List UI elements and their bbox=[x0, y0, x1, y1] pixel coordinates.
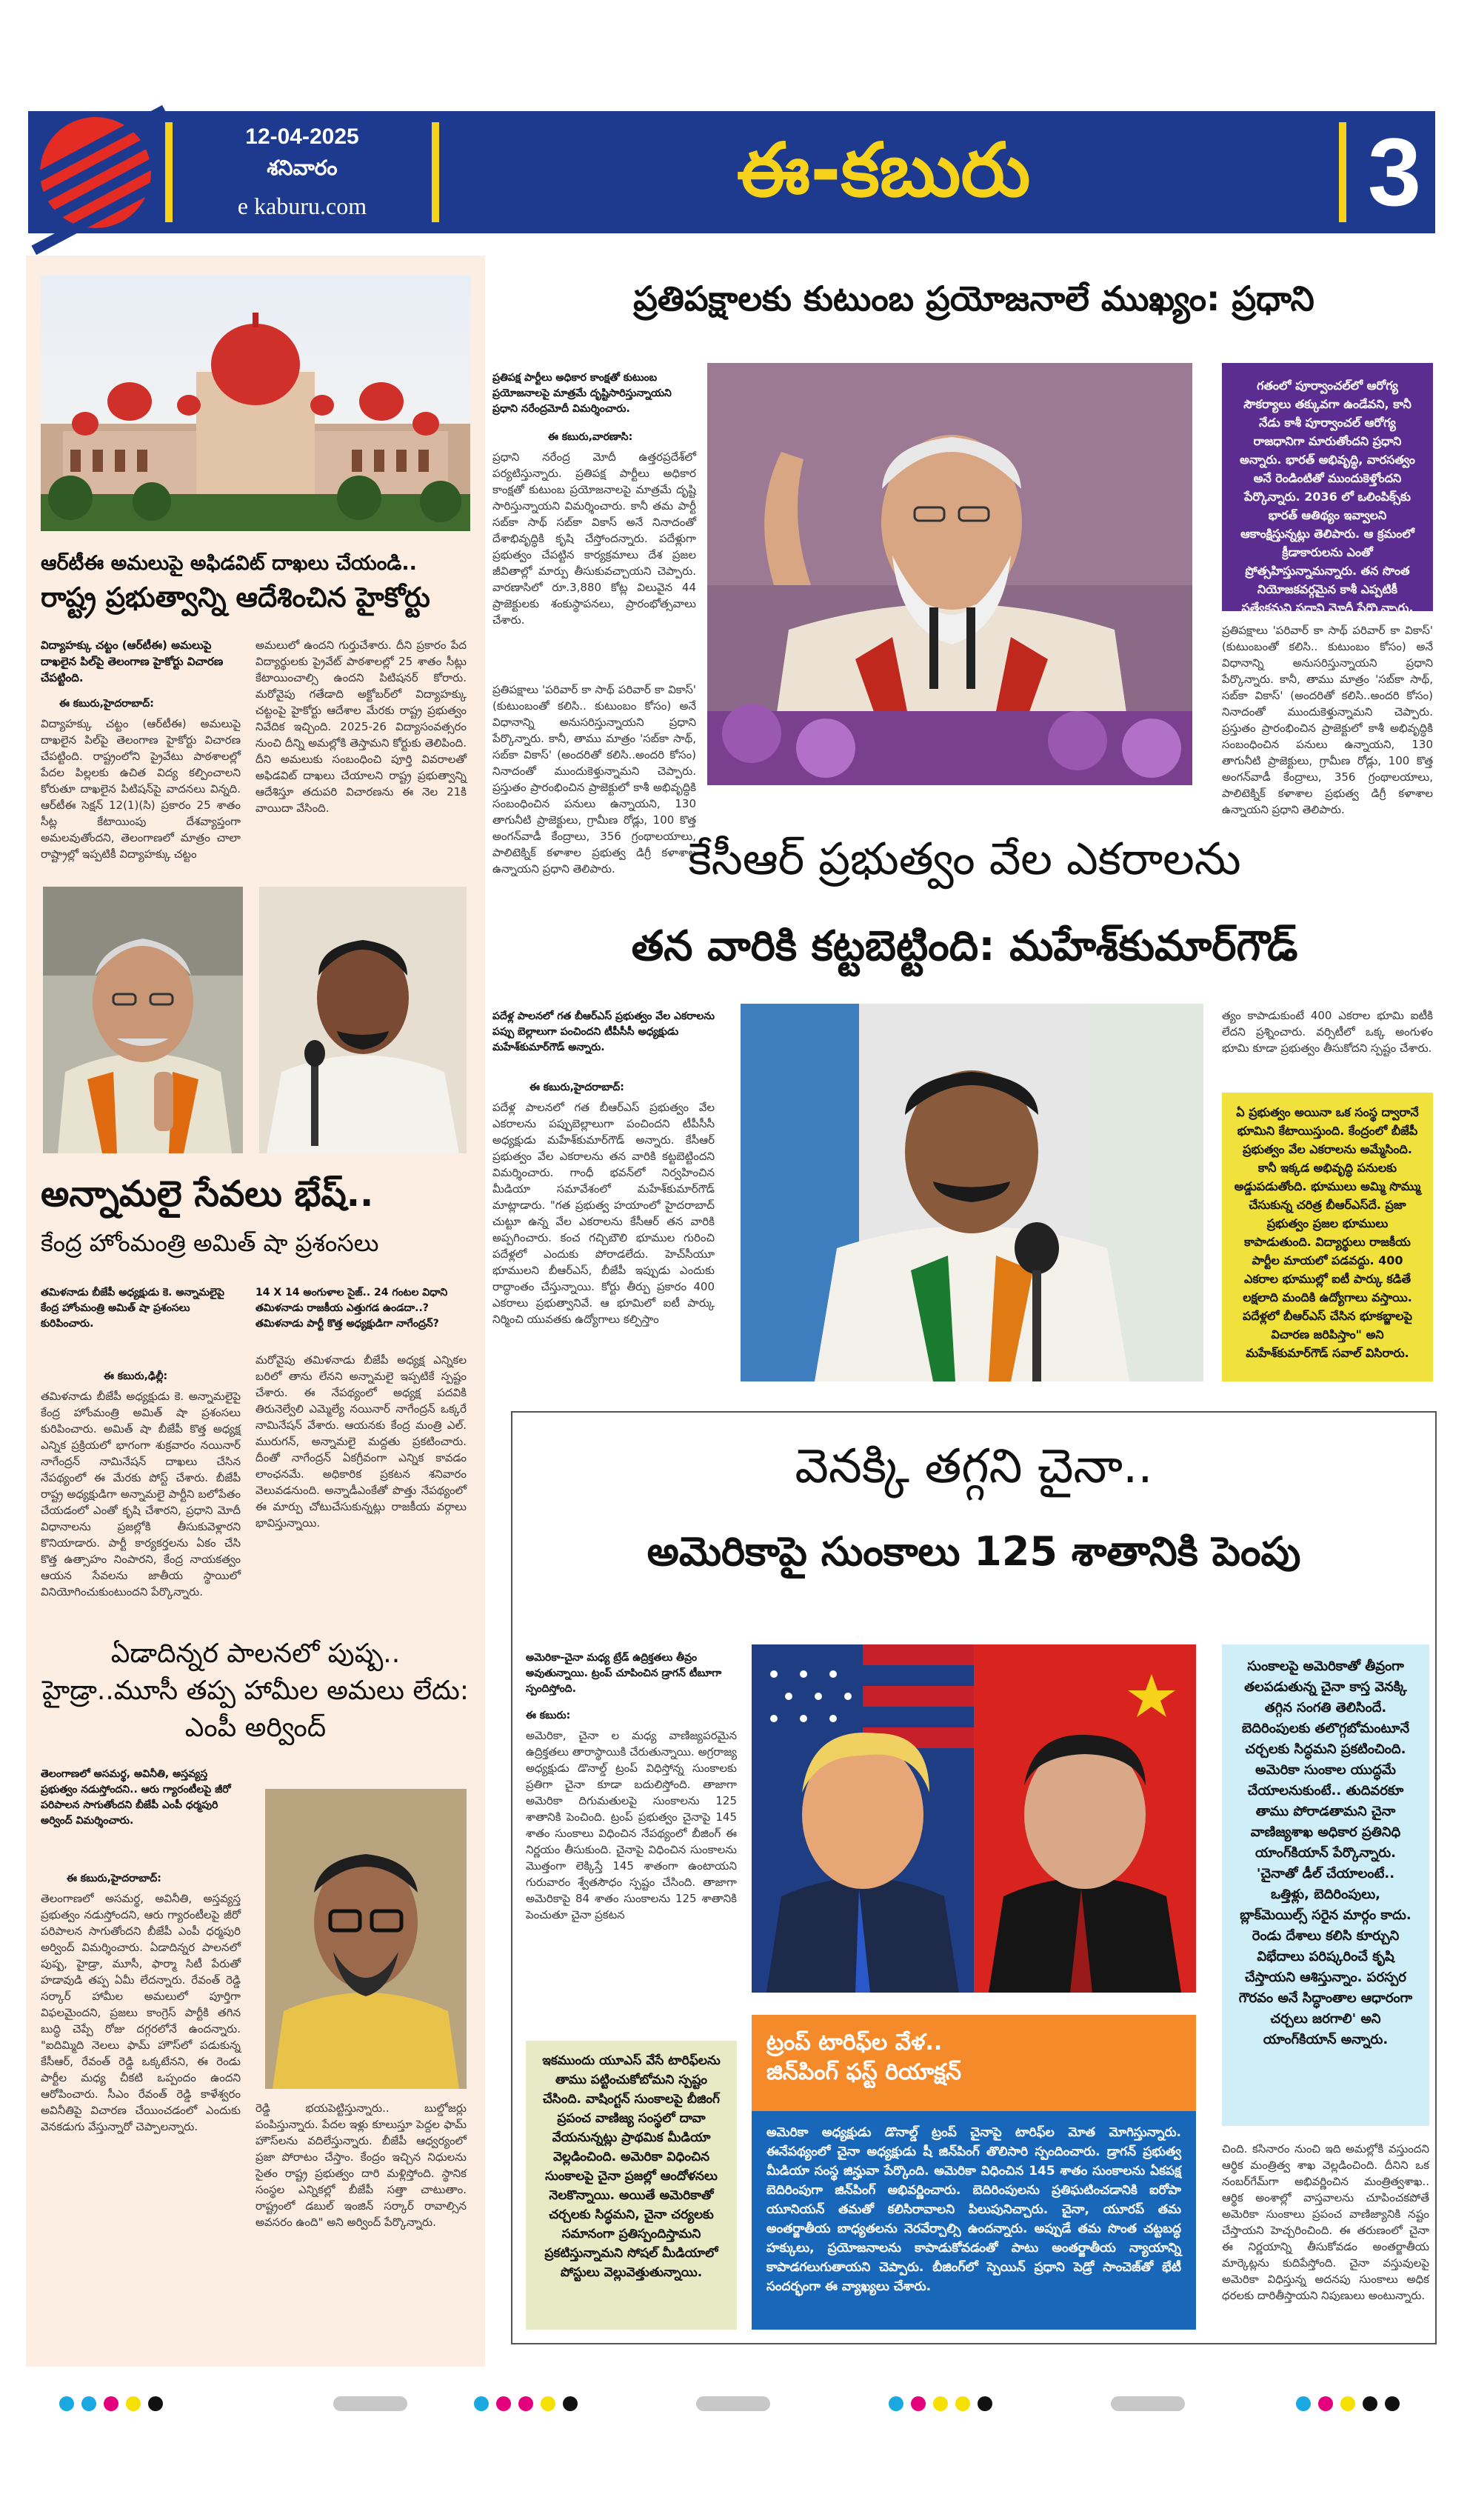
cyan-reg-icon bbox=[59, 2396, 74, 2411]
story-subhead: కేంద్ర హోంమంత్రి అమిత్ షా ప్రశంసలు bbox=[41, 1229, 379, 1257]
masthead-divider bbox=[165, 122, 173, 222]
story-dateline: ఈ కబురు,హైదరాబాద్: bbox=[59, 698, 154, 710]
story-deck: ప్రతిపక్ష పార్టీలు అధికార కాంక్షతో కుటుంబ ప్రయోజనాలపై మాత్రమే దృష్టిసారిస్తున్నాయని ప్రధాని నరేంద్రమోదీ విమర్శించారు. bbox=[492, 372, 672, 415]
trump-xi-photo bbox=[752, 1644, 1196, 1993]
story-headline[interactable]: అన్నామలై సేవలు భేష్.. bbox=[41, 1173, 374, 1215]
yellow-reg-icon bbox=[1340, 2396, 1355, 2411]
story-deck: విద్యాహక్కు చట్టం (ఆర్‌టీఈ) అమలుపై దాఖలైన పిల్‌పై తెలంగాణ హైకోర్టు విచారణ చేపట్టింది. bbox=[41, 639, 224, 684]
story-headline[interactable]: ఎంపీ అర్వింద్ bbox=[184, 1713, 327, 1743]
story-headline[interactable]: తన వారికి కట్టబెట్టింది: మహేశ్‌కుమార్‌గౌడ్ bbox=[631, 922, 1298, 970]
story-body: మరోవైపు తమిళనాడు బీజేపీ అధ్యక్ష ఎన్నికల బరిలో తాను లేనని అన్నామలై ఇప్పటికే స్పష్టం చేశారు. ఈ నేపథ్యంలో అధ్యక్ష పదవికి తిరునెల్వేలి ఎమ్మెల్యే నయినార్ నాగేంద్రన్ ఒక్కరే నామినేషన్ వేశారు. ఆయనకు కేంద్ర మంత్రి ఎల్. మురుగన్, అన్నామలై మద్దతు ప్రకటించారు. దీంతో నాగేంద్రన్ ఏకగ్రీవంగా ఎన్నిక కావడం లాంఛనమే. అధికారిక ప్రకటన శనివారం వెలువడనుంది. అన్నాడీఎంకేతో పొత్తు నేపథ్యంలో ఈ మార్పు చోటుచేసుకున్నట్లు రాజకీయ వర్గాలు భావిస్తున్నాయి. bbox=[255, 1353, 467, 1530]
cyan-reg-icon bbox=[889, 2396, 903, 2411]
site-url[interactable]: e kaburu.com bbox=[237, 193, 367, 219]
story-sidebar-box: గతంలో పూర్వాంచల్‌లో ఆరోగ్య సౌకర్యాలు తక్కువగా ఉండేవని, కానీ నేడు కాశీ పూర్వాంచల్ ఆరోగ్య రాజధానిగా మారుతోందని ప్రధాని అన్నారు. భారత్ అభివృద్ధి, వారసత్వం అనే రెండింటితో ముందుకెళ్తోందని పేర్కొన్నారు. 2036 లో ఒలింపిక్స్‌కు భారత్ ఆతిథ్యం ఇవ్వాలని ఆకాంక్షిస్తున్నట్లు తెలిపారు. ఆ క్రమంలో క్రీడాకారులను ఎంతో ప్రోత్సహిస్తున్నామన్నారు. తన సొంత నియోజకవర్గమైన కాశీ ఎప్పటికీ ప్రత్యేకమని ప్రధాని మోదీ పేర్కొన్నారు. bbox=[1222, 363, 1433, 611]
yellow-reg-icon bbox=[541, 2396, 555, 2411]
issue-day: శనివారం bbox=[267, 156, 338, 180]
story-dateline: ఈ కబురు: bbox=[526, 1710, 571, 1721]
masthead-divider bbox=[1339, 122, 1346, 222]
magenta-reg-icon bbox=[911, 2396, 926, 2411]
black-reg-icon bbox=[148, 2396, 163, 2411]
story-headline[interactable]: రాష్ట్ర ప్రభుత్వాన్ని ఆదేశించిన హైకోర్టు bbox=[41, 581, 430, 613]
black-reg-icon bbox=[1363, 2396, 1377, 2411]
xi-reaction-title-box bbox=[752, 2015, 1196, 2111]
box-title[interactable]: జిన్‌పింగ్ ఫస్ట్ రియాక్షన్ bbox=[766, 2059, 962, 2085]
newspaper-title: ఈ-కబురు bbox=[736, 127, 1031, 213]
black-reg-icon bbox=[978, 2396, 992, 2411]
story-body: తమిళనాడు బీజేపీ అధ్యక్షుడు కె. అన్నామలైపై కేంద్ర హోంమంత్రి అమిత్ షా ప్రశంసలు కురిపించారు. అమిత్ షా బీజేపీ కొత్త అధ్యక్ష ఎన్నిక ప్రక్రియలో భాగంగా శుక్రవారం నయినార్ నాగేంద్రన్ నామినేషన్ దాఖలు చేసిన నేపథ్యంలో ఈ మేరకు పోస్ట్ చేశారు. బీజేపీ రాష్ట్ర అధ్యక్షుడిగా అన్నామలై పార్టీని బలోపేతం చేయడంలో ఎంతో కృషి చేశారని, ప్రధాని మోదీ విధానాలను ప్రజల్లోకి తీసుకువెళ్లారని కొనియాడారు. పార్టీ కార్యకర్తలను ఏకం చేసి కొత్త ఉత్సాహం నింపారని, కేంద్ర నాయకత్వం ఆయన సేవలను జాతీయ స్థాయిలో వినియోగించుకుంటుందని పేర్కొన్నారు. bbox=[41, 1390, 241, 1599]
story-dateline: ఈ కబురు,హైదరాబాద్: bbox=[529, 1081, 624, 1093]
ekaburu-logo-icon bbox=[40, 117, 151, 228]
annamalai-photo bbox=[259, 887, 467, 1153]
sidebar-text: ఇకముందు యూఎస్ వేసే టారిఫ్‌లను తాము పట్టించుకోబోమని స్పష్టం చేసింది. వాషింగ్టన్ సుంకాలపై బీజింగ్ ప్రపంచ వాణిజ్య సంస్థలో దావా వేయనున్నట్లు ప్రాథమిక మీడియా వెల్లడించింది. అమెరికా విధించిన సుంకాలపై చైనా ప్రజల్లో ఆందోళనలు నెలకొన్నాయి. అయితే అమెరికాతో చర్చలకు సిద్ధమని, చైనా చర్యలకు సమానంగా ప్రతిస్పందిస్తామని ప్రకటిస్తున్నామని సోషల్ మీడియాలో పోస్టులు వెల్లువెత్తుతున్నాయి. bbox=[542, 2053, 721, 2280]
black-reg-icon bbox=[1385, 2396, 1400, 2411]
story-body: చింది. కసినారం నుంచి ఇది అమల్లోకి వస్తుందని ఆర్థిక మంత్రిత్వ శాఖ వెల్లడించింది. దీనిని ఒక నంబర్‌గేమ్‌గా అభివర్ణించిన మంత్రిత్వశాఖ.. ఆర్థిక అంశాల్లో వాస్తవాలను చూపించకపోతే అమెరికా సుంకాలు ప్రపంచ వాణిజ్యానికి నష్టం చేస్తాయని హెచ్చరించింది. ఈ తరుణంలో చైనా ఈ నిర్ణయాన్ని తీసుకోవడం అంతర్జాతీయ మార్కెట్లను కుదిపేస్తోంది. చైనా వస్తువులపై అమెరికా విధిస్తున్న అదనపు సుంకాలు అధిక ధరలకు దారితీస్తాయని నిపుణులు అంటున్నారు. bbox=[1222, 2142, 1429, 2302]
masthead bbox=[28, 111, 1435, 233]
grey-bar-icon bbox=[1111, 2396, 1185, 2411]
story-headline[interactable]: ఏడాదిన్నర పాలనలో పుష్ప.. bbox=[110, 1639, 401, 1669]
magenta-reg-icon bbox=[104, 2396, 118, 2411]
issue-date: 12-04-2025 bbox=[245, 124, 359, 149]
story-headline[interactable]: వెనక్కి తగ్గని చైనా.. bbox=[795, 1439, 1153, 1494]
story-body: ప్రధాని నరేంద్ర మోదీ ఉత్తరప్రదేశ్‌లో పర్యటిస్తున్నారు. ప్రతిపక్ష పార్టీలు అధికార కాంక్షతో కుటుంబ ప్రయోజనాలపై మాత్రమే దృష్టి సారిస్తున్నాయని విమర్శించారు. కానీ తమ పార్టీ సబ్‌కా సాథ్ సబ్‌కా వికాస్ అనే నినాదంతో దేశాభివృద్ధికి కృషి చేస్తోందన్నారు. పదేళ్లుగా ప్రభుత్వం చేపట్టిన కార్యక్రమాలు దేశ ప్రజల జీవితాల్లో మార్పు తీసుకువచ్చాయని చెప్పారు. వారణాసిలో రూ.3,880 కోట్ల విలువైన 44 ప్రాజెక్టులకు శంకుస్థాపనలు, ప్రారంభోత్సవాలు చేశారు. bbox=[492, 450, 696, 627]
cyan-reg-icon bbox=[474, 2396, 489, 2411]
story-deck: అమెరికా-చైనా మధ్య ట్రేడ్ ఉద్రిక్తతలు తీవ్రం అవుతున్నాయి. ట్రంప్ చూపించిన డ్రాగన్ టీబూగా స్పందిస్తోంది. bbox=[526, 1652, 722, 1695]
masthead-divider bbox=[432, 122, 439, 222]
black-reg-icon bbox=[563, 2396, 578, 2411]
high-court-photo bbox=[41, 276, 470, 531]
page-number: 3 bbox=[1367, 118, 1422, 226]
cyan-reg-icon bbox=[1296, 2396, 1311, 2411]
modi-photo bbox=[707, 363, 1192, 785]
story-dateline: ఈ కబురు,వారణాసి: bbox=[548, 431, 633, 443]
cyan-reg-icon bbox=[81, 2396, 96, 2411]
story-body: విద్యాహక్కు చట్టం (ఆర్‌టీఈ) అమలుపై దాఖలైన పిల్‌పై తెలంగాణ హైకోర్టు విచారణ చేపట్టింది. రాష్ట్రంలోని ప్రైవేటు పాఠశాలల్లో పేదల పిల్లలకు ఉచిత విద్య కల్పించాలని కోరుతూ దాఖలైన పిటిషన్‌పై వాదనలు విన్నది. ఆర్‌టీఈ సెక్షన్ 12(1)(సి) ప్రకారం 25 శాతం సీట్ల కేటాయింపు దేశవ్యాప్తంగా అమలవుతోందని, తెలంగాణలో మాత్రం చాలా రాష్ట్రాల్లో ఇప్పటికీ విద్యాహక్కు చట్టం bbox=[41, 717, 241, 861]
story-headline[interactable]: ఆర్‌టీఈ అమలుపై అఫిడవిట్ దాఖలు చేయండి.. bbox=[41, 552, 417, 575]
story-sidebar-box: సుంకాలపై అమెరికాతో తీవ్రంగా తలపడుతున్న చైనా కాస్త వెనక్కి తగ్గిన సంగతి తెలిసిందే. బెదిరింపులకు తలొగ్గబోమంటూనే చర్చలకు సిద్ధమని ప్రకటించింది. అమెరికా సుంకాల యుద్ధమే చేయాలనుకుంటే.. తుదివరకూ తాము పోరాడతామని చైనా వాణిజ్యశాఖ అధికార ప్రతినిధి యాంగ్‌కియాన్ పేర్కొన్నారు. 'చైనాతో డీల్ చేయాలంటే.. ఒత్తిళ్లు, బెదిరింపులు, బ్లాక్‌మెయిల్స్ సరైన మార్గం కాదు. రెండు దేశాలు కలిసి కూర్చుని విభేదాలు పరిష్కరించే కృషి చేస్తాయని ఆశిస్తున్నాం. పరస్పర గౌరవం అనే సిద్ధాంతాల ఆధారంగా చర్చలు జరగాలి' అని యాంగ్‌కియాన్ అన్నారు. bbox=[1222, 1644, 1429, 2126]
story-dateline: ఈ కబురు,హైదరాబాద్: bbox=[67, 1873, 161, 1884]
story-deck: తెలంగాణలో అసమర్థ, అవినీతి, అస్తవ్యస్త ప్రభుత్వం నడుస్తోందని.. ఆరు గ్యారంటీలపై జీరో పరిపాలన సాగుతోందని బీజేపీ ఎంపీ ధర్మపురి అర్వింద్ విమర్శించారు. bbox=[41, 1768, 231, 1827]
magenta-reg-icon bbox=[1318, 2396, 1333, 2411]
story-sidebar-box bbox=[526, 2041, 737, 2330]
arvind-photo bbox=[265, 1789, 467, 2089]
amit-shah-photo bbox=[43, 887, 243, 1153]
story-headline[interactable]: కేసీఆర్ ప్రభుత్వం వేల ఎకరాలను bbox=[688, 833, 1241, 885]
yellow-reg-icon bbox=[126, 2396, 141, 2411]
story-body: త్యం కాపాడుకుంటే 400 ఎకరాల భూమి ఐటీకి లేదని ప్రశ్నించారు. వర్సిటీలో ఒక్క అంగుళం భూమి కూడా ప్రభుత్వం తీసుకోదని స్పష్టం చేశారు. bbox=[1222, 1009, 1433, 1055]
story-body: తెలంగాణలో అసమర్థ, అవినీతి, అస్తవ్యస్త ప్రభుత్వం నడుస్తోందని, ఆరు గ్యారంటీలపై జీరో పరిపాలన సాగుతోందని బీజేపీ ఎంపీ ధర్మపురి అర్వింద్ విమర్శించారు. ఏడాదిన్నర పాలనలో పుష్ప, హైడ్రా, మూసీ, ఫార్మా సిటీ పేరుతో హడావుడి తప్ప ఏమీ లేదన్నారు. రేవంత్ రెడ్డి సర్కార్ హామీల అమలులో పూర్తిగా విఫలమైందని, ప్రజలు కాంగ్రెస్ పార్టీకి తగిన బుద్ధి చెప్పే రోజు దగ్గరలోనే ఉందన్నారు. "ఐదిమ్మిది నెలలు ఫామ్ హౌస్‌లో పడుకున్న కేసీఆర్, రేవంత్ రెడ్డి ఒక్కటేనని, ఈ రెండు పార్టీల మధ్య చీకటి ఒప్పందం ఉందని ఆరోపించారు. సీఎం రేవంత్ రెడ్డి కాళేశ్వరం అవినీతిపై విచారణ చేయించడంలో ఎందుకు వెనకడుగు వేస్తున్నారో చెప్పాలన్నారు. bbox=[41, 1892, 241, 2133]
story-sidebar-box: ఏ ప్రభుత్వం అయినా ఒక సంస్థ ద్వారానే భూమిని కేటాయిస్తుంది. కేంద్రంలో బీజేపీ ప్రభుత్వం వేల ఎకరాలను అమ్మేసింది. కానీ ఇక్కడ అభివృద్ధి పనులకు అడ్డుపడుతోంది. భూములు అమ్మి సొమ్ము చేసుకున్న చరిత్ర బీఆర్ఎస్‌దే. ప్రజా ప్రభుత్వం ప్రజల భూములు కాపాడుతుంది. విద్యార్థులు రాజకీయ పార్టీల మాయలో పడవద్దు. 400 ఎకరాల భూముల్లో ఐటీ పార్కు కడితే లక్షలాది మందికి ఉద్యోగాలు వస్తాయి. పదేళ్లలో బీఆర్ఎస్ చేసిన భూకబ్జాలపై విచారణ జరిపిస్తాం" అని మహేశ్‌కుమార్‌గౌడ్ సవాల్ విసిరారు. bbox=[1222, 1093, 1433, 1381]
story-deck: పదేళ్ల పాలనలో గత బీఆర్ఎస్ ప్రభుత్వం వేల ఎకరాలను పప్పు బెల్లాలుగా పంచిందని టీపీసీసీ అధ్యక్షుడు మహేశ్‌కుమార్‌గౌడ్ అన్నారు. bbox=[492, 1010, 715, 1053]
story-deck: తమిళనాడు బీజేపీ అధ్యక్షుడు కె. అన్నామలైపై కేంద్ర హోంమంత్రి అమిత్ షా ప్రశంసలు కురిపించారు. bbox=[41, 1287, 224, 1330]
story-body: ప్రతిపక్షాలు 'పరివార్ కా సాథ్ పరివార్ కా వికాస్' (కుటుంబంతో కలిసి.. కుటుంబం కోసం) అనే విధానాన్ని అనుసరిస్తున్నాయని ప్రధాని పేర్కొన్నారు. కానీ, తాము మాత్రం 'సబ్‌కా సాథ్, సబ్‌కా వికాస్' (అందరితో కలిసి..అందరి కోసం) నినాదంతో ముందుకెళ్తున్నామని చెప్పారు. ప్రస్తుతం ప్రారంభించిన ప్రాజెక్టులో కాశీ అభివృద్ధికి సంబంధించిన పనులు ఉన్నాయని, 130 తాగునీటి ప్రాజెక్టులు, గ్రామీణ రోడ్లు, 100 కొత్త అంగన్‌వాడీ కేంద్రాలు, 356 గ్రంథాలయాలు, పాలిటెక్నిక్ కళాశాల ప్రభుత్వ డిగ్రీ కళాశాల ఉన్నాయని ప్రధాని తెలిపారు. bbox=[492, 683, 696, 876]
story-body: అమలులో ఉందని గుర్తుచేశారు. దీని ప్రకారం పేద విద్యార్థులకు ప్రైవేట్ పాఠశాలల్లో 25 శాతం సీట్లు కేటాయించాల్సి ఉందని పిటిషనర్ కోరారు. మరోవైపు గతేడాది అక్టోబర్‌లో విద్యాహక్కు చట్టంపై హైకోర్టు ఆదేశాల మేరకు రాష్ట్ర ప్రభుత్వం నివేదిక ఇచ్చింది. 2025-26 విద్యాసంవత్సరం నుంచి దీన్ని అమల్లోకి తెస్తామని కోర్టుకు తెలిపింది. దీని అమలుకు సంబంధించి పూర్తి వివరాలతో అఫిడవిట్ దాఖలు చేయాలని రాష్ట్ర ప్రభుత్వాన్ని ఆదేశిస్తూ తదుపరి విచారణను ఈ నెల 21కి వాయిదా వేసింది. bbox=[255, 639, 467, 815]
magenta-reg-icon bbox=[518, 2396, 533, 2411]
story-body: పదేళ్ల పాలనలో గత బీఆర్ఎస్ ప్రభుత్వం వేల ఎకరాలను పప్పుబెల్లాలుగా పంచిందని టీపీసీసీ అధ్యక్షుడు మహేశ్‌కుమార్‌గౌడ్ అన్నారు. కేసీఆర్ ప్రభుత్వం వేల ఎకరాలను తన వారికి కట్టబెట్టిందని విమర్శించారు. గాంధీ భవన్‌లో నిర్వహించిన మీడియా సమావేశంలో మహేశ్‌కుమార్‌గౌడ్ మాట్లాడారు. "గత ప్రభుత్వ హయాంలో హైదరాబాద్ చుట్టూ ఉన్న వేల ఎకరాలను కేసీఆర్ తన వారికి అప్పగించారు. కంచ గచ్చిబౌలి భూముల గురించి పదేళ్లలో ఎందుకు పోరాడలేదు. హెచ్‌సీయూ భూములని బీఆర్ఎస్, బీజేపీ ఇప్పుడు ఎందుకు రాద్ధాంతం చేస్తున్నాయి. కోర్టు తీర్పు ప్రకారం 400 ఎకరాలు ప్రభుత్వానివే. ఆ భూమిలో ఐటీ పార్కు నిర్మించి యువతకు ఉద్యోగాలు కల్పిస్తాం bbox=[492, 1101, 715, 1326]
story-body: రెడ్డి భయపెట్టిస్తున్నారు.. బుల్డోజర్లు పంపిస్తున్నారు. పేదల ఇళ్లు కూలుస్తూ పెద్దల ఫామ్ హౌస్‌లను వదిలేస్తున్నారు. బీజేపీ ఆధ్వర్యంలో ప్రజా పోరాటం చేస్తాం. కేంద్రం ఇచ్చిన నిధులను సైతం రాష్ట్ర ప్రభుత్వం దారి మళ్లిస్తోంది. స్థానిక సంస్థల ఎన్నికల్లో బీజేపీ సత్తా చాటుతాం. రాష్ట్రంలో డబుల్ ఇంజిన్ సర్కార్ రావాల్సిన అవసరం ఉంది" అని అర్వింద్ పేర్కొన్నారు. bbox=[255, 2101, 467, 2229]
story-body: ప్రతిపక్షాలు 'పరివార్ కా సాథ్ పరివార్ కా వికాస్' (కుటుంబంతో కలిసి.. కుటుంబం కోసం) అనే విధానాన్ని అనుసరిస్తున్నాయని ప్రధాని పేర్కొన్నారు. కానీ, తాము మాత్రం 'సబ్‌కా సాథ్, సబ్‌కా వికాస్' (అందరితో కలిసి..అందరి కోసం) నినాదంతో ముందుకెళ్తున్నామని చెప్పారు. ప్రస్తుతం ప్రారంభించిన ప్రాజెక్టులో కాశీ అభివృద్ధికి సంబంధించిన పనులు ఉన్నాయని, 130 తాగునీటి ప్రాజెక్టులు, గ్రామీణ రోడ్లు, 100 కొత్త అంగన్‌వాడీ కేంద్రాలు, 356 గ్రంథాలయాలు, పాలిటెక్నిక్ కళాశాల ప్రభుత్వ డిగ్రీ కళాశాల ఉన్నాయని ప్రధాని తెలిపారు. bbox=[1222, 624, 1433, 816]
story-subdeck: 14 X 14 అంగుళాల సైజ్.. 24 గంటల విధాని తమిళనాడు రాజకీయ ఎత్తుగడ ఉండదా..? తమిళనాడు పార్టీ కొత్త అధ్యక్షుడిగా నాగేంద్రన్? bbox=[255, 1287, 448, 1330]
story-body: అమెరికా, చైనా ల మధ్య వాణిజ్యపరమైన ఉద్రిక్తతలు తారాస్థాయికి చేరుతున్నాయి. అగ్రరాజ్య అధ్యక్షుడు డొనాల్డ్ ట్రంప్ విధిస్తోన్న సుంకాలకు ప్రతిగా చైనా కూడా బదులిస్తోంది. తాజాగా అమెరికా దిగుమతులపై సుంకాలను 125 శాతానికి పెంచింది. ట్రంప్ ప్రభుత్వం చైనాపై 145 శాతం సుంకాలు విధించిన నేపథ్యంలో బీజింగ్ ఈ నిర్ణయం తీసుకుంది. చైనాపై విధించిన సుంకాలను మొత్తంగా లెక్కిస్తే 145 శాతంగా ఉంటాయని గురువారం శ్వేతసౌధం స్పష్టం చేసింది. తాజాగా అమెరికాపై 84 శాతం సుంకాలను 125 శాతానికి పెంచుతూ చైనా ప్రకటన bbox=[526, 1729, 737, 1921]
xi-reaction-body-box: అమెరికా అధ్యక్షుడు డొనాల్డ్ ట్రంప్ చైనాపై టారిఫ్‌ల మోత మోగిస్తున్నారు. ఈనేపథ్యంలో చైనా అధ్యక్షుడు షీ జిన్‌పింగ్ తొలిసారి స్పందించారు. డ్రాగన్ ప్రభుత్వ మీడియా సంస్థ జిన్హువా పేర్కొంది. అమెరికా విధించిన 145 శాతం సుంకాలను ఏకపక్ష బెదిరింపుగా జిన్‌పింగ్ అభివర్ణించారు. బెదిరింపులను ప్రతిఘటించడానికి ఐరోపా యూనియన్ తమతో కలిసిరావాలని పిలుపునిచ్చారు. చైనా, యూరప్ తమ అంతర్జాతీయ బాధ్యతలను నెరవేర్చాల్సి ఉందన్నారు. అప్పుడే తమ సొంత చట్టబద్ధ హక్కులు, ప్రయోజనాలను కాపాడుకోవడంతో పాటు అంతర్జాతీయ న్యాయాన్ని కాపాడగలుగుతాయని చెప్పారు. బీజింగ్‌లో స్పెయిన్ ప్రధాని పెడ్రో సాంచెజ్‌తో భేటీ సందర్భంగా ఈ వ్యాఖ్యలు చేశారు. bbox=[752, 2111, 1196, 2330]
mahesh-kumar-goud-photo bbox=[741, 1004, 1203, 1381]
story-dateline: ఈ కబురు,ఢిల్లీ: bbox=[104, 1370, 168, 1382]
yellow-reg-icon bbox=[933, 2396, 948, 2411]
grey-bar-icon bbox=[333, 2396, 407, 2411]
box-title[interactable]: ట్రంప్ టారిఫ్‌ల వేళ.. bbox=[766, 2030, 943, 2056]
story-headline[interactable]: ప్రతిపక్షాలకు కుటుంబ ప్రయోజనాలే ముఖ్యం: ప్రధాని bbox=[633, 279, 1314, 319]
magenta-reg-icon bbox=[496, 2396, 511, 2411]
registration-marks-strip bbox=[59, 2393, 1429, 2415]
story-headline[interactable]: హైడ్రా..మూసీ తప్ప హామీల అమలు లేదు: bbox=[42, 1676, 469, 1706]
yellow-reg-icon bbox=[955, 2396, 970, 2411]
story-headline[interactable]: అమెరికాపై సుంకాలు 125 శాతానికి పెంపు bbox=[647, 1528, 1301, 1575]
grey-bar-icon bbox=[696, 2396, 770, 2411]
